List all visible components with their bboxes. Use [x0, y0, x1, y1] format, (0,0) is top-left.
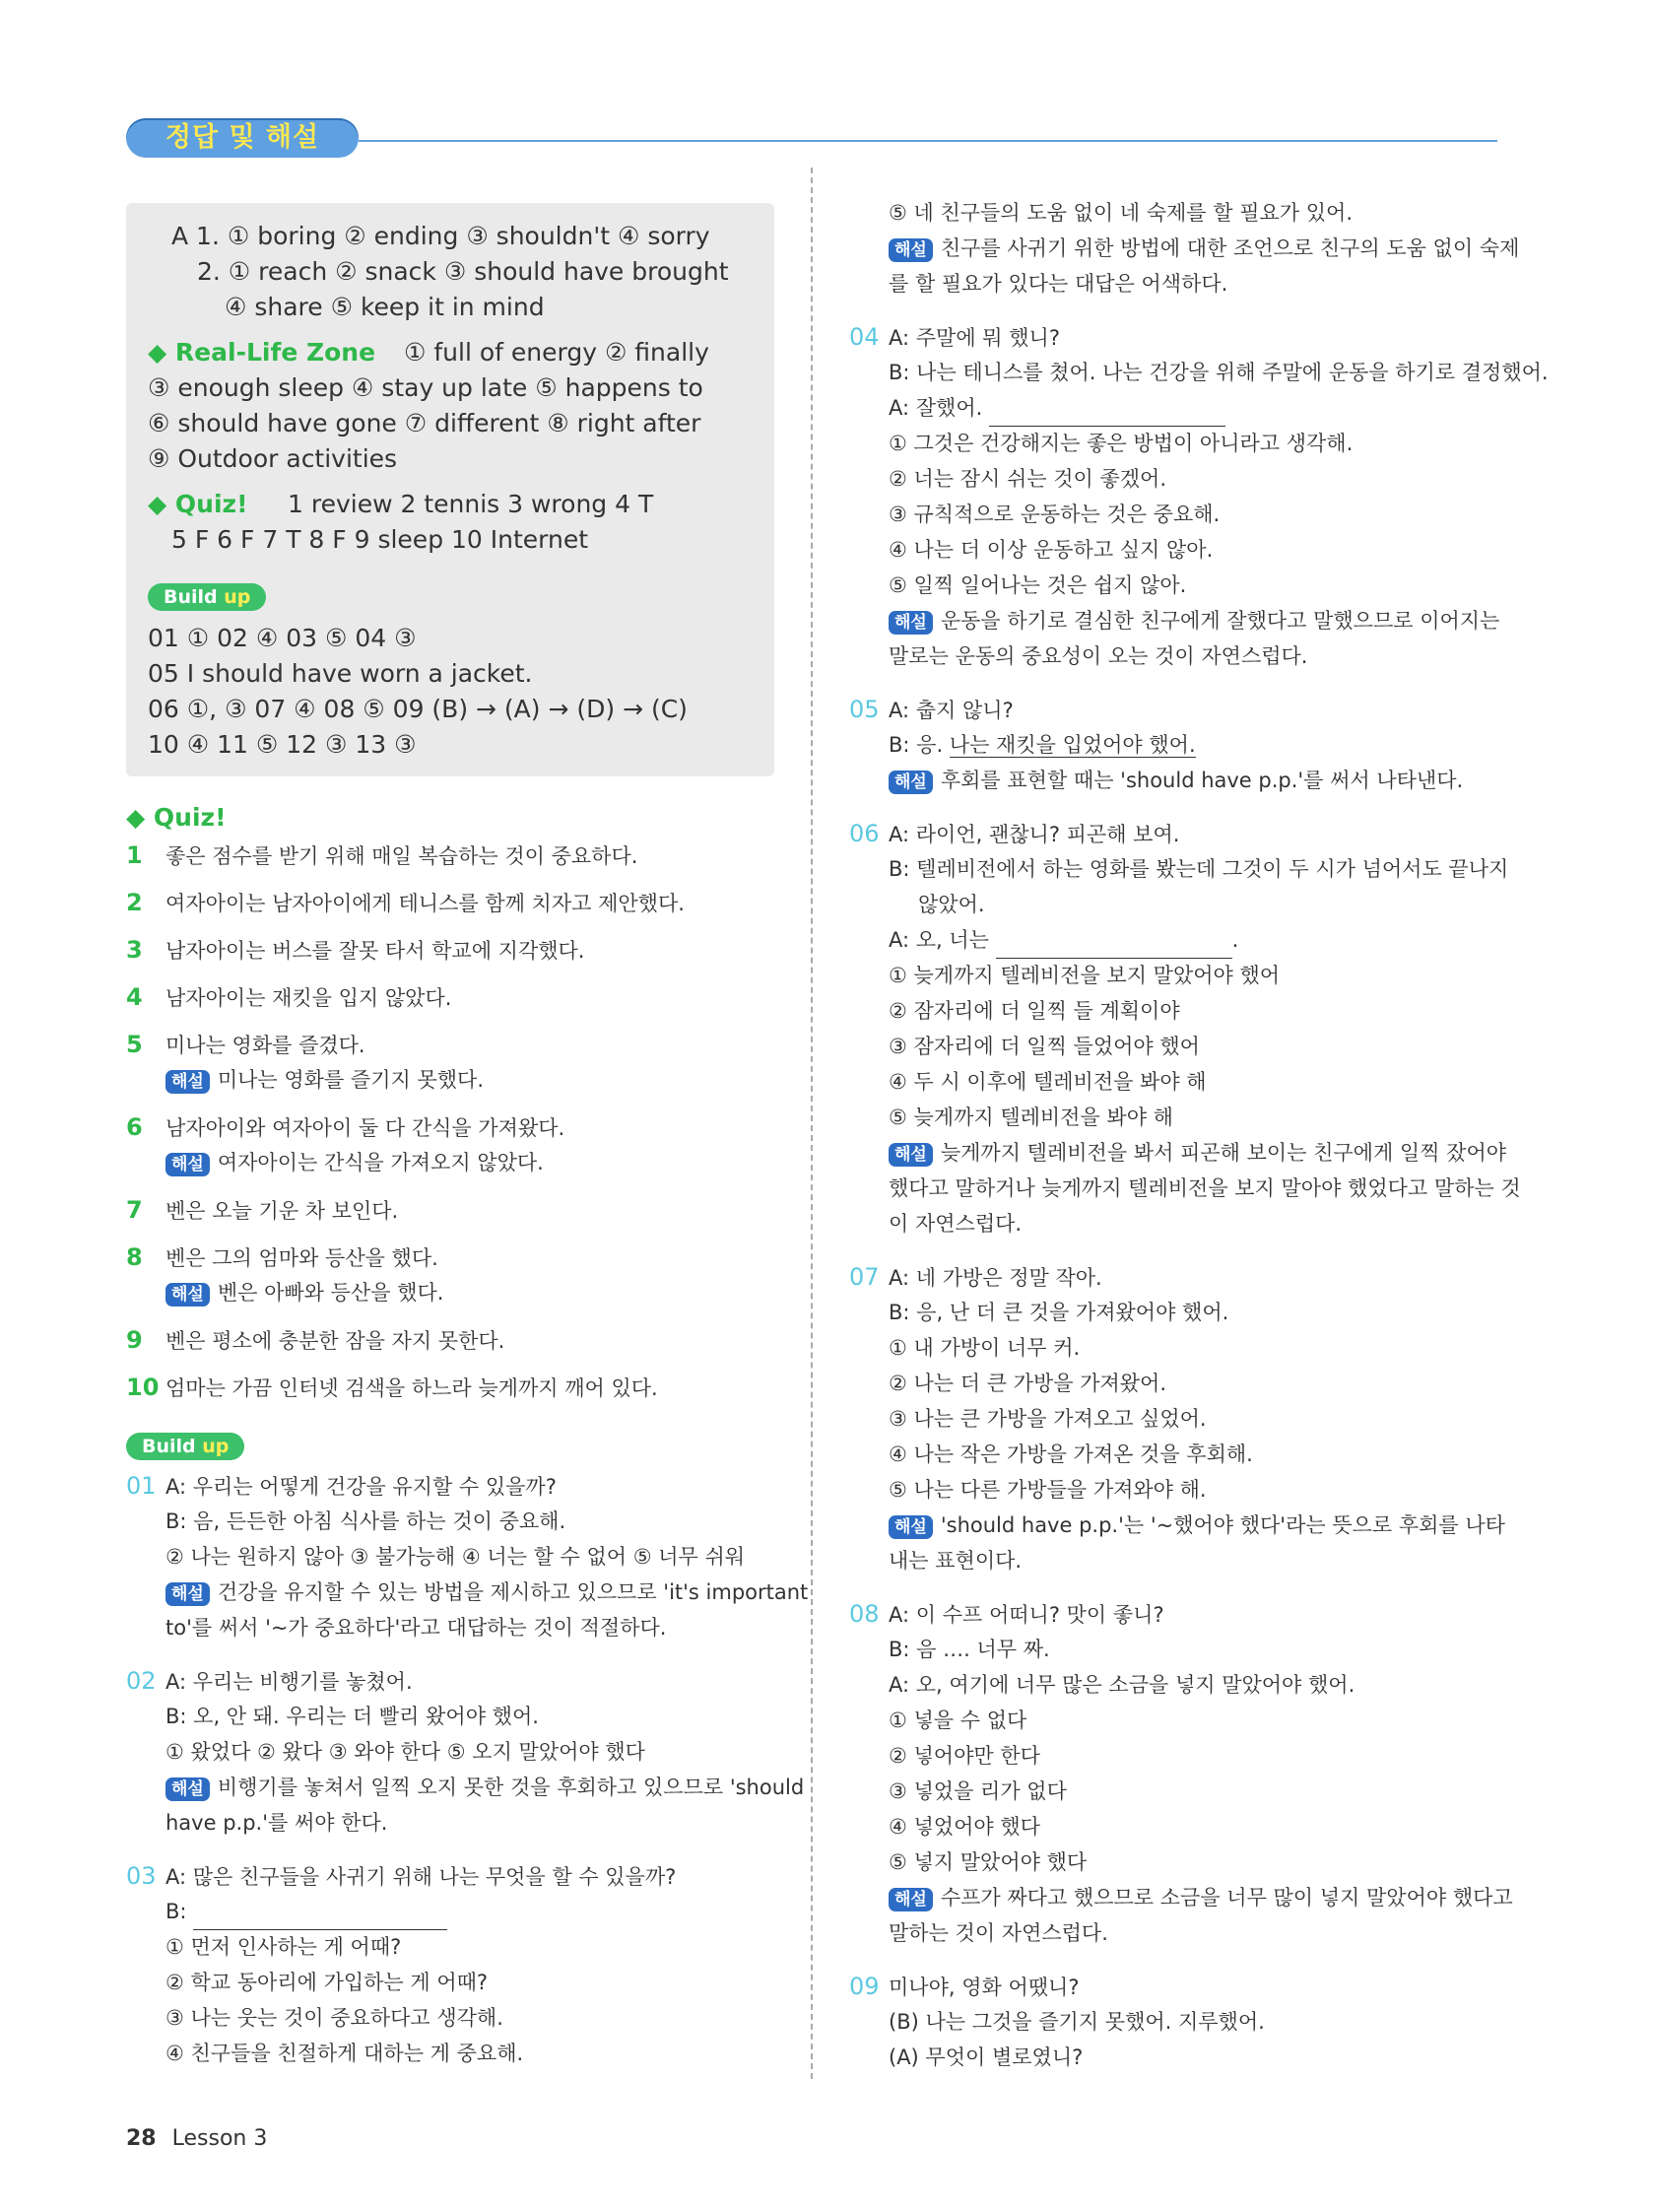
- quiz-item: [126, 1240, 438, 1277]
- explanation-text: 를 할 필요가 있다는 대답은 어색하다.: [889, 272, 1228, 296]
- quiz-text: 여자아이는 남자아이에게 테니스를 함께 치자고 제안했다.: [165, 892, 685, 915]
- dialogue-line: 않았어.: [918, 893, 985, 916]
- quiz-number: 2: [126, 889, 143, 916]
- buildup-item: [126, 1468, 557, 1506]
- quiz-item: [126, 932, 584, 970]
- option-line: ② 잠자리에 더 일찍 들 계획이야: [889, 999, 1180, 1023]
- page-number: 28: [126, 2126, 157, 2151]
- answer-line: 1 review 2 tennis 3 wrong 4 T: [288, 490, 654, 518]
- explanation-badge: 해설: [165, 1070, 210, 1094]
- buildup-item: [849, 1259, 1102, 1297]
- explanation-badge: 해설: [165, 1153, 210, 1176]
- option-line: ① 먼저 인사하는 게 어때?: [165, 1935, 402, 1959]
- explanation-text: 벤은 아빠와 등산을 했다.: [217, 1281, 444, 1305]
- answer-line: 10 ④ 11 ⑤ 12 ③ 13 ③: [148, 730, 417, 759]
- quiz-text: 남자아이와 여자아이 둘 다 간식을 가져왔다.: [165, 1116, 565, 1140]
- buildup-badge: [148, 583, 266, 611]
- quiz-item: [126, 1322, 504, 1360]
- option-line: ① 넣을 수 없다: [889, 1709, 1027, 1732]
- quiz-heading: ◆ Quiz!: [126, 803, 227, 832]
- dialogue-line: A: 춥지 않니?: [889, 699, 1014, 722]
- answer-heading: ◆ Quiz!: [148, 490, 248, 518]
- dialogue-line: (A) 무엇이 별로였니?: [889, 2045, 1084, 2069]
- option-line: ③ 나는 웃는 것이 중요하다고 생각해.: [165, 2006, 503, 2030]
- quiz-number: 10: [126, 1374, 160, 1401]
- option-line: ① 그것은 건강해지는 좋은 방법이 아니라고 생각해.: [889, 432, 1354, 455]
- dialogue-line: [889, 922, 1238, 959]
- buildup-badge-text: up: [202, 1436, 230, 1457]
- page-footer: [126, 2126, 267, 2151]
- explanation-text: 내는 표현이다.: [889, 1549, 1023, 1573]
- explanation-text: 여자아이는 간식을 가져오지 않았다.: [217, 1151, 544, 1174]
- explanation-badge: 해설: [889, 238, 933, 262]
- answer-blank: [193, 1908, 447, 1930]
- explanation-text: 비행기를 놓쳐서 일찍 오지 못한 것을 후회하고 있으므로 'should: [217, 1776, 805, 1799]
- answer-line: ⑨ Outdoor activities: [148, 444, 398, 473]
- explanation-line: [889, 763, 1463, 799]
- option-line: ⑤ 나는 다른 가방들을 가져와야 해.: [889, 1478, 1207, 1502]
- option-line: ② 학교 동아리에 가입하는 게 어때?: [165, 1971, 489, 1994]
- dialogue-line: B: 나는 테니스를 쳤어. 나는 건강을 위해 주말에 운동을 하기로 결정했어.: [889, 361, 1549, 384]
- dialogue-line: B: 응, 난 더 큰 것을 가져왔어야 했어.: [889, 1301, 1229, 1324]
- explanation-line: [126, 1770, 804, 1806]
- item-number: 05: [849, 696, 880, 723]
- dialogue-line: A: 네 가방은 정말 작아.: [889, 1266, 1102, 1290]
- explanation-text: 이 자연스럽다.: [889, 1212, 1023, 1236]
- buildup-badge-text: up: [224, 586, 251, 608]
- explanation-text: 말하는 것이 자연스럽다.: [889, 1921, 1108, 1945]
- buildup-badge-text: Build: [164, 586, 218, 608]
- quiz-number: 4: [126, 983, 143, 1011]
- answer-heading: ◆ Real-Life Zone: [148, 338, 376, 367]
- explanation-badge: 해설: [889, 1143, 933, 1167]
- item-number: 06: [849, 820, 880, 847]
- explanation-text: 'should have p.p.'는 '~했어야 했다'라는 뜻으로 후회를 나타: [940, 1513, 1505, 1537]
- item-number: 02: [126, 1667, 157, 1695]
- buildup-item: [849, 1969, 1079, 2006]
- option-line: ④ 나는 더 이상 운동하고 싶지 않아.: [889, 538, 1214, 562]
- answer-line: ④ share ⑤ keep it in mind: [225, 293, 545, 321]
- answer-line: ① full of energy ② finally: [404, 338, 709, 367]
- explanation-text: 말로는 운동의 중요성이 오는 것이 자연스럽다.: [889, 644, 1308, 668]
- explanation-text: 늦게까지 텔레비전을 봐서 피곤해 보이는 친구에게 일찍 잤어야: [940, 1141, 1507, 1165]
- explanation-line: [889, 1135, 1506, 1172]
- explanation-badge: 해설: [889, 1515, 933, 1539]
- quiz-item: [126, 1027, 365, 1064]
- buildup-item: [849, 692, 1014, 729]
- dialogue-line: B: 오, 안 돼. 우리는 더 빨리 왔어야 했어.: [165, 1705, 539, 1728]
- dialogue-line: 미나야, 영화 어땠니?: [889, 1976, 1080, 1999]
- option-line: ② 나는 원하지 않아 ③ 불가능해 ④ 너는 할 수 없어 ⑤ 너무 쉬워: [165, 1545, 746, 1569]
- quiz-explanation: [126, 1145, 544, 1181]
- explanation-text: to'를 써서 '~가 중요하다'라고 대답하는 것이 적절하다.: [165, 1616, 667, 1640]
- dialogue-line: A: 오, 여기에 너무 많은 소금을 넣지 말았어야 했어.: [889, 1673, 1355, 1697]
- option-line: ③ 나는 큰 가방을 가져오고 싶었어.: [889, 1407, 1207, 1431]
- dialogue-line: [126, 1894, 447, 1930]
- answer-line: A 1. ① boring ② ending ③ shouldn't ④ sorry: [171, 222, 710, 250]
- speaker: B:: [165, 1900, 187, 1923]
- option-line: ① 내 가방이 너무 커.: [889, 1336, 1081, 1360]
- dialogue-line: [889, 390, 1225, 427]
- dialogue-line: B: 음, 든든한 아침 식사를 하는 것이 중요해.: [165, 1509, 566, 1533]
- quiz-text: 남자아이는 재킷을 입지 않았다.: [165, 986, 452, 1010]
- buildup-item: [849, 816, 1179, 853]
- quiz-text: 남자아이는 버스를 잘못 타서 학교에 지각했다.: [165, 939, 585, 963]
- dialogue-line: A: 주말에 뭐 했니?: [889, 326, 1060, 350]
- option-line: ② 넣어야만 한다: [889, 1744, 1040, 1768]
- item-number: 04: [849, 323, 880, 351]
- option-line: ④ 친구들을 친절하게 대하는 게 중요해.: [165, 2042, 524, 2065]
- answer-line: 06 ①, ③ 07 ④ 08 ⑤ 09 (B) → (A) → (D) → (C): [148, 695, 688, 723]
- item-number: 07: [849, 1263, 880, 1291]
- dialogue-line: A: 우리는 어떻게 건강을 유지할 수 있을까?: [165, 1475, 557, 1499]
- dialogue-line: B: 음 …. 너무 짜.: [889, 1638, 1050, 1661]
- option-line: ⑤ 일찍 일어나는 것은 쉽지 않아.: [889, 573, 1187, 597]
- explanation-badge: 해설: [889, 771, 933, 794]
- option-line: ⑤ 넣지 말았어야 했다: [889, 1850, 1088, 1874]
- quiz-explanation: [126, 1062, 484, 1099]
- quiz-number: 3: [126, 936, 143, 964]
- dialogue-line: B: 텔레비전에서 하는 영화를 봤는데 그것이 두 시가 넘어서도 끝나지: [889, 857, 1509, 881]
- quiz-item: [126, 885, 685, 922]
- option-line: ④ 두 시 이후에 텔레비전을 봐야 해: [889, 1070, 1207, 1094]
- answer-blank: [989, 404, 1225, 427]
- quiz-text: 미나는 영화를 즐겼다.: [165, 1034, 365, 1057]
- explanation-badge: 해설: [889, 1888, 933, 1911]
- lesson-label: Lesson 3: [171, 2126, 268, 2151]
- buildup-section-badge: [126, 1433, 244, 1460]
- buildup-item: [126, 1663, 413, 1701]
- buildup-item: [126, 1858, 676, 1896]
- buildup-item: [849, 1596, 1164, 1634]
- answer-line: ③ enough sleep ④ stay up late ⑤ happens to: [148, 373, 703, 402]
- dialogue-line: [889, 727, 1196, 764]
- item-number: 01: [126, 1472, 157, 1500]
- option-line: ② 나는 더 큰 가방을 가져왔어.: [889, 1372, 1167, 1395]
- quiz-item: [126, 1370, 658, 1407]
- item-number: 09: [849, 1973, 880, 2000]
- quiz-text: 벤은 오늘 기운 차 보인다.: [165, 1199, 399, 1223]
- quiz-text: 벤은 그의 엄마와 등산을 했다.: [165, 1246, 438, 1270]
- explanation-text: 후회를 표현할 때는 'should have p.p.'를 써서 나타낸다.: [940, 769, 1464, 792]
- option-line: ③ 넣었을 리가 없다: [889, 1779, 1067, 1803]
- explanation-badge: 해설: [165, 1283, 210, 1307]
- explanation-line: [889, 1880, 1513, 1916]
- quiz-item: [126, 1192, 398, 1230]
- option-line: ① 왔었다 ② 왔다 ③ 와야 한다 ⑤ 오지 말았어야 했다: [165, 1740, 645, 1764]
- explanation-badge: 해설: [889, 611, 933, 635]
- explanation-badge: 해설: [165, 1582, 210, 1606]
- explanation-text: have p.p.'를 써야 한다.: [165, 1811, 388, 1835]
- dialogue-text: B: 응.: [889, 733, 950, 757]
- dialogue-line: A: 라이언, 괜찮니? 피곤해 보여.: [889, 823, 1180, 846]
- quiz-number: 6: [126, 1113, 143, 1141]
- option-line: ⑤ 늦게까지 텔레비전을 봐야 해: [889, 1106, 1173, 1129]
- explanation-badge: 해설: [165, 1777, 210, 1801]
- answer-blank: [996, 936, 1232, 959]
- item-number: 08: [849, 1600, 880, 1628]
- section-title-pill: [126, 118, 359, 158]
- quiz-number: 7: [126, 1196, 143, 1224]
- option-line: ② 너는 잠시 쉬는 것이 좋겠어.: [889, 467, 1167, 491]
- item-number: 03: [126, 1862, 157, 1890]
- buildup-badge-text: Build: [142, 1436, 196, 1457]
- quiz-number: 1: [126, 841, 143, 869]
- quiz-text: 벤은 평소에 충분한 잠을 자지 못한다.: [165, 1329, 505, 1353]
- dialogue-text: .: [1231, 928, 1239, 952]
- explanation-text: 건강을 유지할 수 있는 방법을 제시하고 있으므로 'it's important: [217, 1580, 809, 1604]
- quiz-explanation: [126, 1275, 443, 1311]
- filled-answer: 나는 재킷을 입었어야 했어.: [949, 733, 1196, 757]
- option-line: ④ 넣었어야 했다: [889, 1815, 1040, 1839]
- quiz-item: [126, 1109, 564, 1147]
- answer-line: 2. ① reach ② snack ③ should have brought: [197, 257, 729, 286]
- answer-line: 5 F 6 F 7 T 8 F 9 sleep 10 Internet: [171, 525, 589, 554]
- explanation-text: 친구를 사귀기 위한 방법에 대한 조언으로 친구의 도움 없이 숙제: [940, 236, 1520, 260]
- buildup-item: [849, 319, 1060, 357]
- explanation-text: 운동을 하기로 결심한 친구에게 잘했다고 말했으므로 이어지는: [940, 609, 1500, 633]
- column-divider: [811, 168, 813, 2079]
- explanation-text: 미나는 영화를 즐기지 못했다.: [217, 1068, 484, 1092]
- option-line: ③ 규칙적으로 운동하는 것은 중요해.: [889, 503, 1221, 526]
- option-line: ④ 나는 작은 가방을 가져온 것을 후회해.: [889, 1442, 1253, 1466]
- explanation-line: [126, 1575, 808, 1611]
- explanation-line: [889, 603, 1499, 639]
- dialogue-text: A: 잘했어.: [889, 396, 983, 420]
- quiz-number: 5: [126, 1031, 143, 1058]
- explanation-text: 했다고 말하거나 늦게까지 텔레비전을 보지 말아야 했었다고 말하는 것: [889, 1176, 1521, 1200]
- option-line: ① 늦게까지 텔레비전을 보지 말았어야 했어: [889, 964, 1281, 987]
- dialogue-line: A: 많은 친구들을 사귀기 위해 나는 무엇을 할 수 있을까?: [165, 1865, 677, 1889]
- quiz-number: 8: [126, 1243, 143, 1271]
- section-title: 정답 및 해설: [165, 122, 320, 153]
- explanation-text: 수프가 짜다고 했으므로 소금을 너무 많이 넣지 말았어야 했다고: [940, 1886, 1513, 1910]
- answer-line: 01 ① 02 ④ 03 ⑤ 04 ③: [148, 624, 417, 652]
- dialogue-text: A: 오, 너는: [889, 928, 996, 952]
- explanation-line: [889, 1508, 1505, 1544]
- quiz-number: 9: [126, 1326, 143, 1354]
- quiz-text: 좋은 점수를 받기 위해 매일 복습하는 것이 중요하다.: [165, 844, 638, 868]
- option-line: ⑤ 네 친구들의 도움 없이 네 숙제를 할 필요가 있어.: [889, 201, 1354, 225]
- option-line: ③ 잠자리에 더 일찍 들었어야 했어: [889, 1035, 1200, 1058]
- quiz-text: 엄마는 가끔 인터넷 검색을 하느라 늦게까지 깨어 있다.: [165, 1376, 658, 1400]
- answer-line: ⑥ should have gone ⑦ different ⑧ right after: [148, 409, 701, 437]
- explanation-line: [889, 231, 1519, 267]
- dialogue-line: A: 우리는 비행기를 놓쳤어.: [165, 1670, 413, 1694]
- header-rule: [359, 140, 1497, 142]
- dialogue-line: (B) 나는 그것을 즐기지 못했어. 지루했어.: [889, 2010, 1265, 2034]
- answer-line: 05 I should have worn a jacket.: [148, 659, 533, 688]
- quiz-item: [126, 838, 637, 875]
- quiz-item: [126, 979, 451, 1017]
- dialogue-line: A: 이 수프 어떠니? 맛이 좋니?: [889, 1603, 1164, 1627]
